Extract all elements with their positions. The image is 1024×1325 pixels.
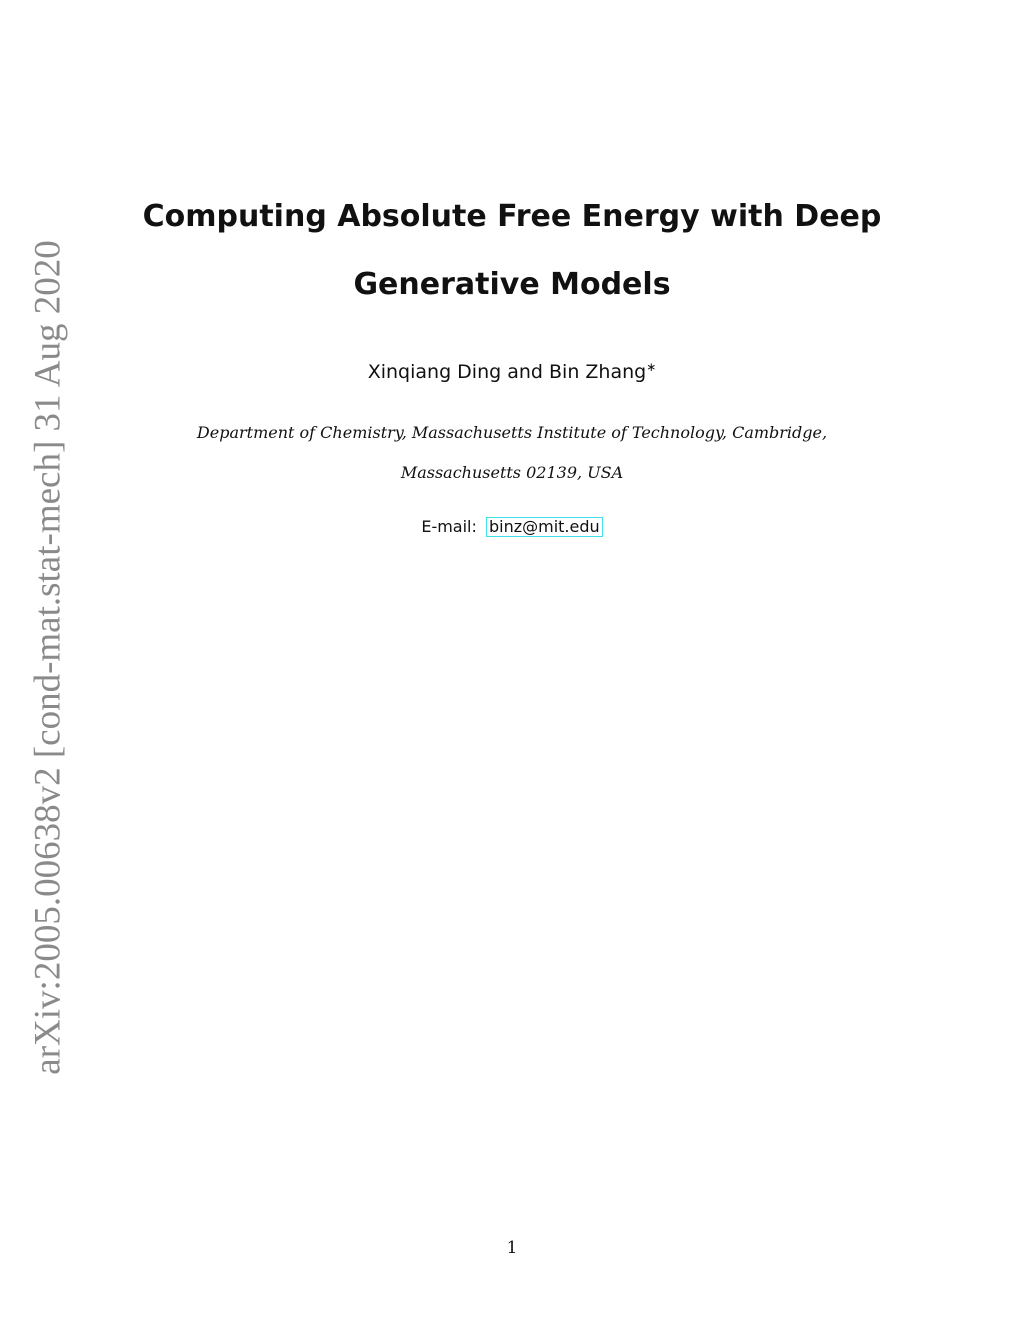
- arxiv-identifier-text: arXiv:2005.00638v2 [cond-mat.stat-mech] 31 Aug 2020: [27, 240, 69, 1075]
- page-number: 1: [506, 1238, 518, 1258]
- contact-email: [100, 515, 924, 539]
- affiliation-line-2: Massachusetts 02139, USA: [400, 463, 624, 482]
- corresponding-author-mark: ∗: [646, 360, 657, 374]
- arxiv-identifier-stamp: [8, 240, 88, 1075]
- email-link[interactable]: binz@mit.edu: [486, 517, 603, 537]
- paper-title: [100, 183, 924, 319]
- author-affiliation: [100, 413, 924, 493]
- author-list: [100, 352, 924, 387]
- author-names: Xinqiang Ding and Bin Zhang: [367, 361, 647, 383]
- paper-title-line-1: Computing Absolute Free Energy with Deep: [142, 199, 882, 234]
- paper-title-line-2: Generative Models: [353, 267, 671, 302]
- email-label: E-mail:: [421, 517, 477, 536]
- affiliation-line-1: Department of Chemistry, Massachusetts Institute of Technology, Cambridge,: [196, 423, 828, 442]
